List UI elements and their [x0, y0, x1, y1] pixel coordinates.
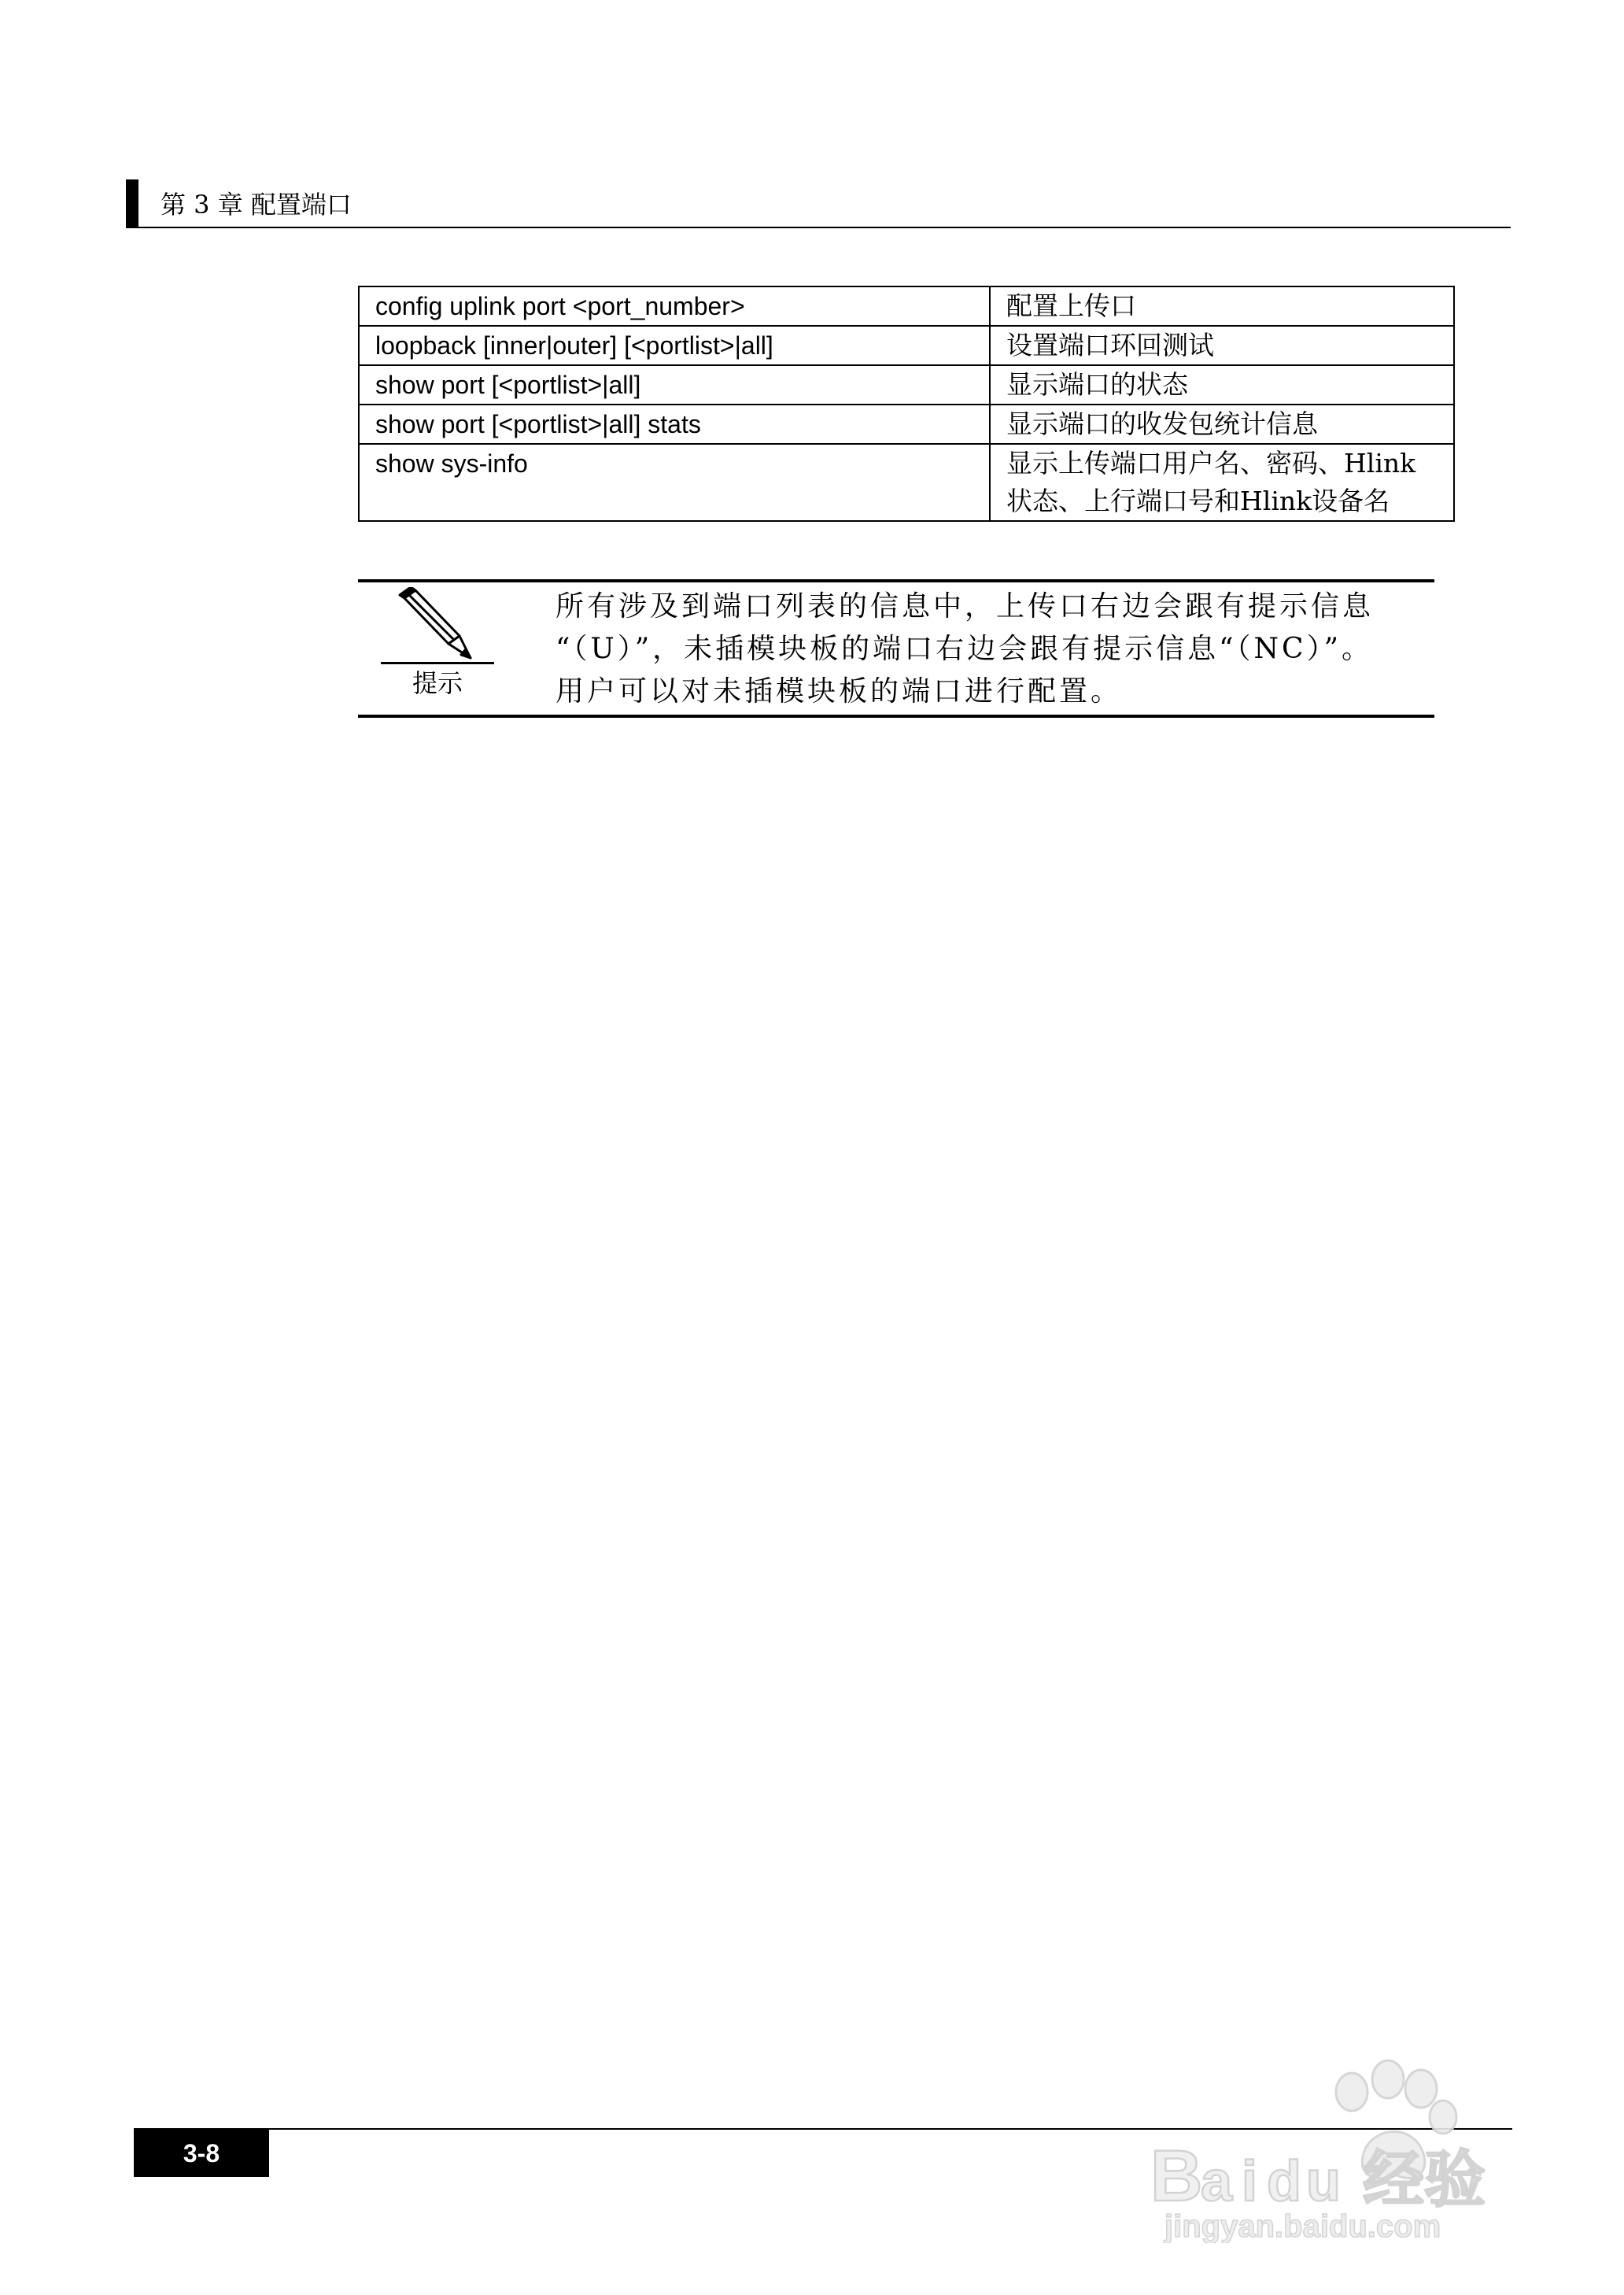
- command-table: [358, 286, 1455, 522]
- svg-text:a: a: [1201, 2150, 1233, 2213]
- command-cell: show port [<portlist>|all]: [359, 365, 990, 405]
- command-cell: show port [<portlist>|all] stats: [359, 405, 990, 444]
- description-line: 状态、上行端口号和Hlink设备名: [1006, 486, 1390, 516]
- tip-line: 用户可以对未插模块板的端口进行配置。: [555, 675, 1123, 708]
- tip-bottom-rule: [358, 715, 1434, 718]
- tip-text: [555, 586, 1430, 713]
- table-row: [359, 405, 1454, 444]
- description-cell: 设置端口环回测试: [990, 326, 1454, 365]
- description-line: 显示上传端口用户名、密码、Hlink: [1006, 448, 1416, 479]
- header-rule: [138, 227, 1511, 228]
- pencil-icon: [393, 587, 480, 666]
- table-row: [359, 326, 1454, 365]
- svg-text:i: i: [1242, 2150, 1258, 2213]
- tip-label: 提示: [412, 668, 463, 698]
- tip-icon-rule: [381, 662, 494, 664]
- tip-top-rule: [358, 579, 1434, 582]
- description-cell: 显示端口的状态: [990, 365, 1454, 405]
- command-cell: config uplink port <port_number>: [359, 286, 990, 326]
- command-cell: loopback [inner|outer] [<portlist>|all]: [359, 326, 990, 365]
- chapter-title: 第 3 章 配置端口: [161, 190, 352, 220]
- description-cell: 配置上传口: [990, 286, 1454, 326]
- svg-text:u: u: [1306, 2150, 1341, 2213]
- table-row: [359, 365, 1454, 405]
- page-number: 3-8: [134, 2130, 269, 2177]
- command-cell: show sys-info: [359, 444, 990, 521]
- svg-text:经验: 经验: [1363, 2145, 1486, 2216]
- description-cell: [990, 444, 1454, 521]
- table-row: [359, 286, 1454, 326]
- svg-text:B: B: [1150, 2136, 1203, 2216]
- tip-line: “（U）”，未插模块板的端口右边会跟有提示信息“（NC）”。: [555, 633, 1374, 665]
- svg-text:jingyan.baidu.com: jingyan.baidu.com: [1164, 2209, 1441, 2243]
- baidu-watermark-logo: [1149, 2038, 1558, 2243]
- table-row: [359, 444, 1454, 521]
- tip-line: 所有涉及到端口列表的信息中，上传口右边会跟有提示信息: [555, 590, 1375, 623]
- header-bar: [126, 179, 138, 228]
- svg-text:d: d: [1267, 2150, 1301, 2213]
- description-cell: 显示端口的收发包统计信息: [990, 405, 1454, 444]
